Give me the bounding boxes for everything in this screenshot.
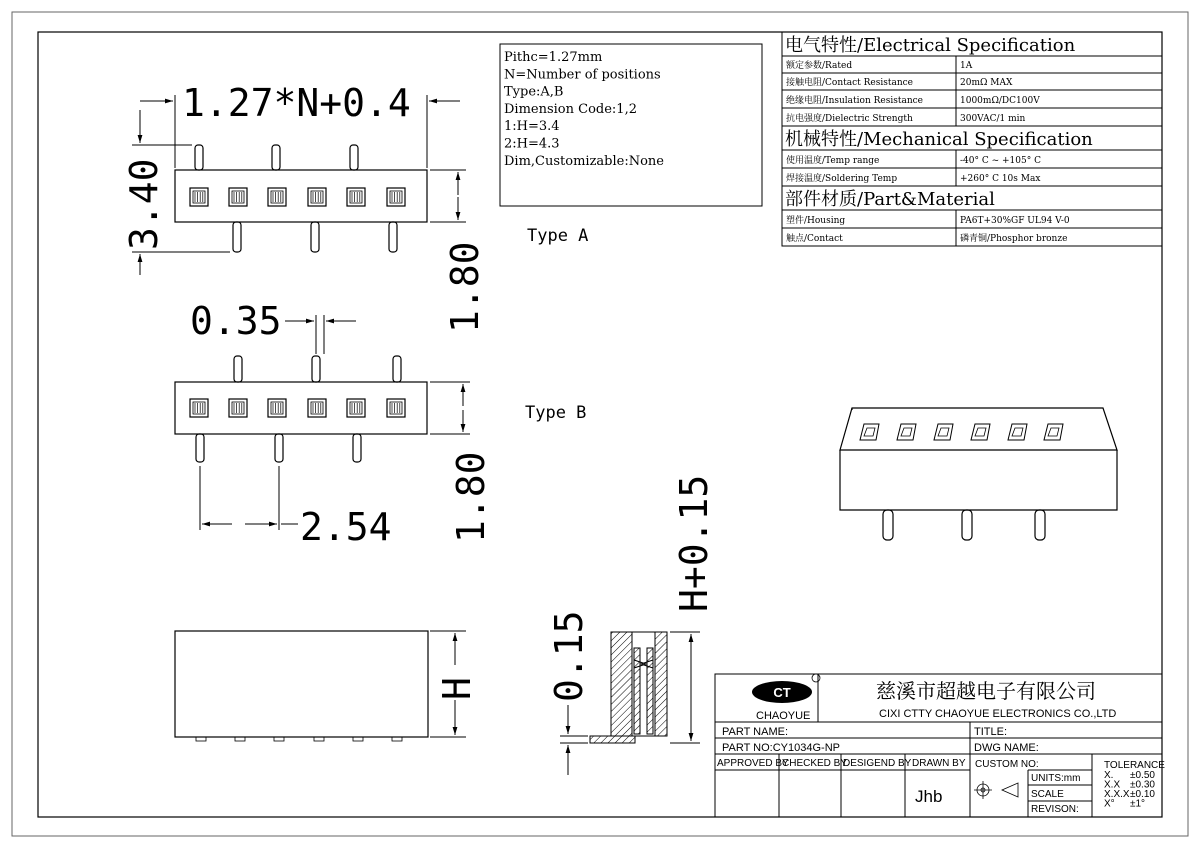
note-line: Pithc=1.27mm [504, 50, 603, 65]
material-title: 部件材质/Part&Material [785, 189, 995, 210]
tolerance-value: ±0.10 [1130, 789, 1155, 800]
company-en: CIXI CTTY CHAOYUE ELECTRONICS CO.,LTD [879, 708, 1117, 720]
tolerance-key: X. [1104, 770, 1114, 781]
spec-value: 1000mΩ/DC100V [960, 96, 1040, 106]
dim-pin-180-a: 1.80 [443, 241, 487, 333]
tolerance-value: ±0.50 [1130, 770, 1155, 781]
drawn-by-label: DRAWN BY [912, 758, 966, 769]
contact-cavity [229, 399, 247, 417]
spec-key: 使用温度/Temp range [786, 156, 880, 166]
isometric-view [840, 408, 1117, 540]
spec-value: 300VAC/1 min [960, 114, 1026, 124]
type-a-label: Type A [527, 226, 589, 246]
note-line: 2:H=4.3 [504, 136, 560, 152]
custom-no-label: CUSTOM NO: [975, 759, 1039, 770]
tolerance-key: X.X [1104, 779, 1121, 791]
note-line: N=Number of positions [504, 67, 661, 83]
drawn-by-value: Jhb [915, 787, 943, 806]
iso-cavity [934, 424, 953, 440]
mechanical-title: 机械特性/Mechanical Specification [785, 129, 1093, 150]
tolerance-key: X.X.X [1104, 789, 1130, 800]
spec-key: 焊接温度/Soldering Temp [786, 174, 898, 184]
title-label: TITLE: [974, 726, 1008, 738]
spec-key: 抗电强度/Dielectric Strength [786, 114, 913, 124]
contact-cavity [308, 399, 326, 417]
dim-pitch-254: 2.54 [300, 505, 392, 549]
part-no-label: PART NO:CY1034G-NP [722, 742, 840, 754]
contact-cavity [387, 188, 405, 206]
company-cn: 慈溪市超越电子有限公司 [876, 679, 1096, 703]
contact-cavity [268, 399, 286, 417]
contact-cavity [190, 188, 208, 206]
iso-cavity [1044, 424, 1063, 440]
designed-by-label: DESIGEND BY [843, 758, 912, 769]
approved-by-label: APPROVED BY [717, 758, 789, 769]
units-label: UNITS:mm [1031, 773, 1081, 784]
dwg-name-label: DWG NAME: [974, 742, 1039, 754]
svg-text:CT: CT [773, 685, 791, 700]
type-a-front-view [175, 145, 427, 252]
spec-key: 额定参数/Rated [786, 61, 853, 71]
side-view [175, 631, 428, 741]
spec-value: 磷青铜/Phosphor bronze [960, 234, 1068, 244]
iso-cavity [1008, 424, 1027, 440]
spec-value: +260° C 10s Max [960, 174, 1041, 184]
iso-cavity [971, 424, 990, 440]
spec-key: 绝缘电阻/Insulation Resistance [786, 96, 923, 106]
spec-key: 接触电阻/Contact Resistance [786, 78, 913, 88]
dim-pin-180-b: 1.80 [449, 451, 493, 543]
company-logo [752, 674, 820, 703]
contact-cavity [229, 188, 247, 206]
contact-cavity [347, 399, 365, 417]
dim-pin-035: 0.35 [190, 299, 282, 343]
tolerance-value: ±1° [1130, 798, 1146, 810]
dim-height-340: 3.40 [122, 158, 166, 250]
projection-symbol-icon [974, 781, 1018, 799]
contact-cavity [347, 188, 365, 206]
tolerance-value: ±0.30 [1130, 779, 1155, 791]
iso-cavity [897, 424, 916, 440]
revision-label: REVISON: [1031, 804, 1079, 815]
type-b-front-view [175, 356, 427, 462]
spec-value: PA6T+30%GF UL94 V-0 [960, 216, 1070, 226]
dim-h: H [435, 677, 479, 700]
dim-015: 0.15 [547, 610, 591, 702]
spec-key: 塑件/Housing [786, 216, 846, 226]
contact-cavity [190, 399, 208, 417]
cross-section [590, 632, 667, 743]
electrical-title: 电气特性/Electrical Specification [785, 35, 1076, 56]
note-line: Dim,Customizable:None [504, 153, 664, 169]
dim-h-plus-015: H+0.15 [672, 474, 716, 612]
dim-width-formula: 1.27*N+0.4 [182, 81, 411, 125]
spec-key: 触点/Contact [786, 234, 843, 244]
iso-cavity [860, 424, 879, 440]
note-line: Type:A,B [504, 84, 564, 100]
tolerance-title: TOLERANCE [1104, 760, 1165, 771]
spec-value: -40° C ~ +105° C [960, 156, 1041, 166]
checked-by-label: CHECKED BY [782, 758, 848, 769]
logo-text: CHAOYUE [756, 710, 811, 722]
part-name-label: PART NAME: [722, 726, 789, 738]
spec-value: 20mΩ MAX [960, 78, 1013, 88]
note-line: 1:H=3.4 [504, 119, 560, 135]
note-line: Dimension Code:1,2 [504, 101, 637, 117]
contact-cavity [387, 399, 405, 417]
type-b-label: Type B [525, 403, 587, 423]
scale-label: SCALE [1031, 789, 1064, 800]
contact-cavity [268, 188, 286, 206]
tolerance-key: X° [1104, 798, 1115, 810]
spec-value: 1A [960, 61, 973, 71]
contact-cavity [308, 188, 326, 206]
